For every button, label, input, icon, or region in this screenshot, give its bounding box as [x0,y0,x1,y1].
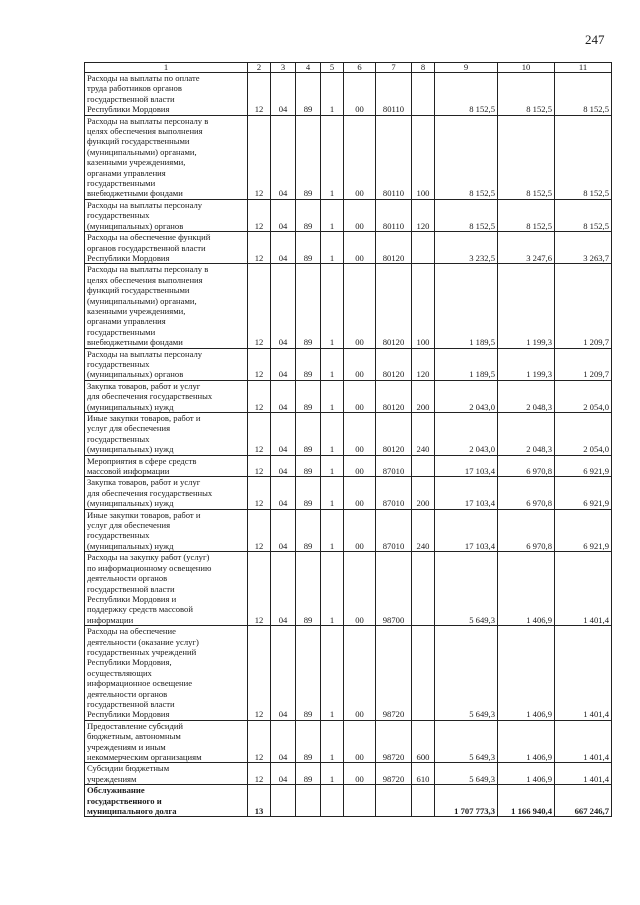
amount-year-1: 1 189,5 [435,264,498,348]
amount-year-2: 2 048,3 [498,413,555,456]
amount-year-1: 5 649,3 [435,763,498,785]
row-name: Расходы на обеспечение деятельности (оказание услуг) государственных учреждений Республики Мордовия, осуществляющих информационное освещение деятельности органов государственной власти Республики Мордовия [85,626,248,721]
amount-year-2: 8 152,5 [498,73,555,116]
code-direction [376,785,412,817]
code-subsection [271,785,296,817]
code-program: 89 [296,720,321,763]
table-row [85,626,612,721]
code-section: 12 [248,720,271,763]
table-row [85,720,612,763]
code-program: 89 [296,509,321,552]
column-header-4: 4 [296,63,321,73]
code-section: 12 [248,413,271,456]
code-subsection: 04 [271,413,296,456]
code-direction: 98700 [376,552,412,626]
code-direction: 98720 [376,720,412,763]
code-section: 12 [248,455,271,477]
amount-year-1: 8 152,5 [435,115,498,199]
amount-year-3: 1 401,4 [555,552,612,626]
code-event: 00 [344,455,376,477]
code-subsection: 04 [271,455,296,477]
code-subprogram: 1 [321,720,344,763]
amount-year-3: 667 246,7 [555,785,612,817]
amount-year-2: 1 406,9 [498,626,555,721]
code-subsection: 04 [271,199,296,231]
amount-year-2: 1 406,9 [498,552,555,626]
code-program: 89 [296,380,321,412]
code-direction: 80120 [376,232,412,264]
code-expense-type [412,455,435,477]
code-program: 89 [296,199,321,231]
row-name: Расходы на выплаты персоналу в целях обеспечения выполнения функций государственными (муниципальными) органами, казенными учреждениями, органами управления государственными внебюджетными фондами [85,115,248,199]
amount-year-3: 6 921,9 [555,509,612,552]
code-subsection: 04 [271,552,296,626]
code-event: 00 [344,380,376,412]
code-subprogram: 1 [321,348,344,380]
amount-year-2: 6 970,8 [498,455,555,477]
code-subsection: 04 [271,763,296,785]
code-subsection: 04 [271,115,296,199]
code-subprogram: 1 [321,232,344,264]
amount-year-1: 1 707 773,3 [435,785,498,817]
table-row [85,115,612,199]
amount-year-1: 2 043,0 [435,413,498,456]
amount-year-2: 3 247,6 [498,232,555,264]
amount-year-1: 17 103,4 [435,477,498,509]
table-row [85,348,612,380]
code-event: 00 [344,232,376,264]
column-header-8: 8 [412,63,435,73]
row-name: Субсидии бюджетным учреждениям [85,763,248,785]
amount-year-2: 1 406,9 [498,763,555,785]
table-body [85,73,612,817]
code-program: 89 [296,348,321,380]
table-row [85,477,612,509]
code-expense-type: 100 [412,264,435,348]
table-row [85,73,612,116]
amount-year-3: 8 152,5 [555,73,612,116]
amount-year-3: 8 152,5 [555,199,612,231]
code-subsection: 04 [271,348,296,380]
amount-year-2: 1 199,3 [498,348,555,380]
amount-year-2: 1 199,3 [498,264,555,348]
amount-year-1: 2 043,0 [435,380,498,412]
row-name: Обслуживание государственного и муниципального долга [85,785,248,817]
amount-year-3: 6 921,9 [555,477,612,509]
code-program [296,785,321,817]
table-row [85,763,612,785]
row-name: Предоставление субсидий бюджетным, автономным учреждениям и иным некоммерческим организациям [85,720,248,763]
code-direction: 80120 [376,380,412,412]
code-event: 00 [344,264,376,348]
code-event: 00 [344,552,376,626]
amount-year-1: 8 152,5 [435,73,498,116]
row-name: Расходы на обеспечение функций органов государственной власти Республики Мордовия [85,232,248,264]
code-subsection: 04 [271,509,296,552]
code-program: 89 [296,763,321,785]
table-row [85,455,612,477]
column-header-3: 3 [271,63,296,73]
code-subprogram: 1 [321,380,344,412]
code-subprogram: 1 [321,115,344,199]
code-section: 12 [248,264,271,348]
code-expense-type: 100 [412,115,435,199]
code-expense-type: 120 [412,348,435,380]
code-subprogram: 1 [321,413,344,456]
code-event: 00 [344,477,376,509]
table-row [85,552,612,626]
amount-year-1: 5 649,3 [435,626,498,721]
table-row [85,413,612,456]
code-direction: 80120 [376,348,412,380]
code-subsection: 04 [271,73,296,116]
code-program: 89 [296,232,321,264]
code-direction: 80120 [376,264,412,348]
code-section: 12 [248,509,271,552]
amount-year-2: 6 970,8 [498,477,555,509]
code-direction: 98720 [376,763,412,785]
amount-year-2: 1 406,9 [498,720,555,763]
amount-year-3: 1 401,4 [555,626,612,721]
amount-year-1: 5 649,3 [435,552,498,626]
code-expense-type: 200 [412,380,435,412]
code-direction: 87010 [376,509,412,552]
code-section: 12 [248,232,271,264]
code-program: 89 [296,552,321,626]
code-subprogram: 1 [321,763,344,785]
column-header-7: 7 [376,63,412,73]
code-event: 00 [344,73,376,116]
header-row [85,63,612,73]
amount-year-3: 2 054,0 [555,413,612,456]
code-event: 00 [344,509,376,552]
code-event: 00 [344,413,376,456]
code-subprogram: 1 [321,626,344,721]
code-expense-type: 200 [412,477,435,509]
code-section: 12 [248,115,271,199]
amount-year-1: 5 649,3 [435,720,498,763]
code-subsection: 04 [271,380,296,412]
amount-year-3: 1 209,7 [555,348,612,380]
code-subsection: 04 [271,264,296,348]
code-direction: 87010 [376,455,412,477]
code-expense-type: 600 [412,720,435,763]
amount-year-2: 2 048,3 [498,380,555,412]
code-subprogram: 1 [321,552,344,626]
amount-year-3: 8 152,5 [555,115,612,199]
row-name: Расходы на выплаты персоналу в целях обеспечения выполнения функций государственными (муниципальными) органами, казенными учреждениями, органами управления государственными внебюджетными фондами [85,264,248,348]
code-subprogram: 1 [321,264,344,348]
column-header-10: 10 [498,63,555,73]
code-event: 00 [344,720,376,763]
amount-year-2: 8 152,5 [498,115,555,199]
code-expense-type [412,73,435,116]
amount-year-3: 6 921,9 [555,455,612,477]
code-section: 12 [248,763,271,785]
amount-year-3: 1 401,4 [555,720,612,763]
amount-year-3: 2 054,0 [555,380,612,412]
row-name: Мероприятия в сфере средств массовой информации [85,455,248,477]
table-row [85,232,612,264]
page-number: 247 [585,32,605,47]
code-subsection: 04 [271,477,296,509]
column-header-6: 6 [344,63,376,73]
amount-year-3: 1 209,7 [555,264,612,348]
code-direction: 98720 [376,626,412,721]
code-section: 12 [248,626,271,721]
code-direction: 87010 [376,477,412,509]
row-name: Расходы на выплаты по оплате труда работников органов государственной власти Республики Мордовия [85,73,248,116]
code-subsection: 04 [271,720,296,763]
row-name: Расходы на закупку работ (услуг) по информационному освещению деятельности органов государственной власти Республики Мордовия и поддержку средств массовой информации [85,552,248,626]
code-section: 12 [248,552,271,626]
code-expense-type: 240 [412,509,435,552]
code-direction: 80110 [376,73,412,116]
code-program: 89 [296,455,321,477]
code-section: 12 [248,199,271,231]
row-name: Иные закупки товаров, работ и услуг для обеспечения государственных (муниципальных) нужд [85,413,248,456]
code-expense-type [412,552,435,626]
column-header-9: 9 [435,63,498,73]
code-event [344,785,376,817]
code-direction: 80110 [376,115,412,199]
budget-table [84,62,612,817]
code-expense-type [412,232,435,264]
code-expense-type: 120 [412,199,435,231]
column-header-2: 2 [248,63,271,73]
table-row [85,509,612,552]
code-section: 13 [248,785,271,817]
table-row [85,785,612,817]
code-subprogram: 1 [321,73,344,116]
table-row [85,264,612,348]
amount-year-2: 6 970,8 [498,509,555,552]
column-header-11: 11 [555,63,612,73]
code-program: 89 [296,413,321,456]
amount-year-1: 1 189,5 [435,348,498,380]
code-event: 00 [344,115,376,199]
amount-year-1: 8 152,5 [435,199,498,231]
code-event: 00 [344,763,376,785]
amount-year-2: 8 152,5 [498,199,555,231]
code-event: 00 [344,199,376,231]
row-name: Закупка товаров, работ и услуг для обеспечения государственных (муниципальных) нужд [85,477,248,509]
row-name: Расходы на выплаты персоналу государственных (муниципальных) органов [85,348,248,380]
column-header-1: 1 [85,63,248,73]
code-program: 89 [296,626,321,721]
column-header-5: 5 [321,63,344,73]
amount-year-1: 17 103,4 [435,455,498,477]
code-subprogram: 1 [321,509,344,552]
code-subsection: 04 [271,626,296,721]
code-direction: 80120 [376,413,412,456]
code-program: 89 [296,477,321,509]
code-subprogram [321,785,344,817]
row-name: Закупка товаров, работ и услуг для обеспечения государственных (муниципальных) нужд [85,380,248,412]
code-subsection: 04 [271,232,296,264]
code-direction: 80110 [376,199,412,231]
code-expense-type: 240 [412,413,435,456]
code-program: 89 [296,264,321,348]
table-row [85,199,612,231]
code-event: 00 [344,348,376,380]
code-program: 89 [296,73,321,116]
amount-year-1: 17 103,4 [435,509,498,552]
code-expense-type [412,785,435,817]
code-event: 00 [344,626,376,721]
amount-year-3: 1 401,4 [555,763,612,785]
code-section: 12 [248,380,271,412]
amount-year-2: 1 166 940,4 [498,785,555,817]
code-section: 12 [248,73,271,116]
table-row [85,380,612,412]
code-program: 89 [296,115,321,199]
code-expense-type [412,626,435,721]
table-header [85,63,612,73]
row-name: Расходы на выплаты персоналу государственных (муниципальных) органов [85,199,248,231]
code-section: 12 [248,348,271,380]
code-subprogram: 1 [321,477,344,509]
code-expense-type: 610 [412,763,435,785]
code-subprogram: 1 [321,199,344,231]
row-name: Иные закупки товаров, работ и услуг для обеспечения государственных (муниципальных) нужд [85,509,248,552]
amount-year-1: 3 232,5 [435,232,498,264]
amount-year-3: 3 263,7 [555,232,612,264]
code-subprogram: 1 [321,455,344,477]
code-section: 12 [248,477,271,509]
